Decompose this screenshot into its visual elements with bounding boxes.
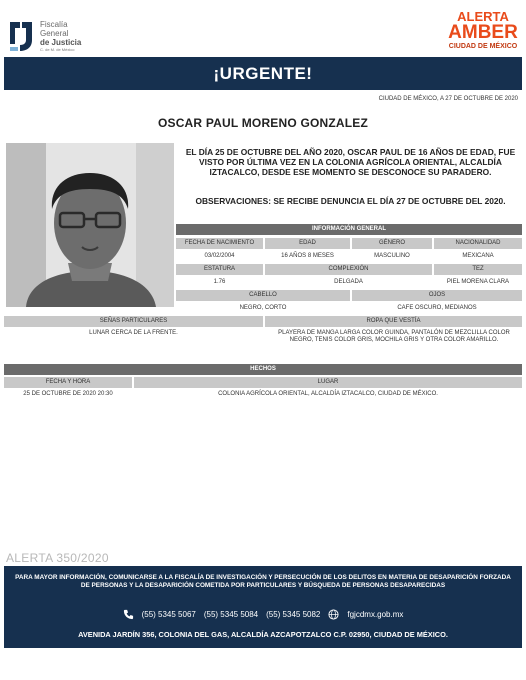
label-clothes: ROPA QUE VESTÍA xyxy=(265,316,522,327)
date-line: CIUDAD DE MÉXICO, A 27 DE OCTUBRE DE 2020 xyxy=(378,96,518,102)
fgj-line1: Fiscalía xyxy=(40,20,68,29)
fgj-emblem-icon xyxy=(6,18,36,54)
value-hair: NEGRO, CORTO xyxy=(239,305,287,311)
value-gender: MASCULINO xyxy=(374,253,410,259)
phone-icon xyxy=(123,609,134,620)
observations: OBSERVACIONES: SE RECIBE DENUNCIA EL DÍA 27 DE OCTUBRE DEL 2020. xyxy=(195,196,506,206)
alert-number: ALERTA 350/2020 xyxy=(6,551,109,565)
value-age: 16 AÑOS 8 MESES xyxy=(281,253,334,259)
value-height: 1.76 xyxy=(213,279,226,285)
footer-info: PARA MAYOR INFORMACIÓN, COMUNICARSE A LA FISCALÍA DE INVESTIGACIÓN Y PERSECUCIÓN DE LOS DELITOS EN MATERIA DE DESAPARICIÓN FORZADA DE PERSONAS Y LA DESAPARICIÓN COMETIDA POR PARTICULARES Y BÚSQUEDA DE PERSONAS DESAPARECIDAS xyxy=(15,574,511,589)
value-nationality: MEXICANA xyxy=(462,253,494,259)
phone-1[interactable]: (55) 5345 5067 xyxy=(141,610,196,619)
footer xyxy=(4,566,522,648)
value-marks: LUNAR CERCA DE LA FRENTE. xyxy=(89,330,178,336)
label-birth: FECHA DE NACIMIENTO xyxy=(176,238,263,249)
value-skin: PIEL MORENA CLARA xyxy=(446,279,510,285)
globe-icon xyxy=(328,609,339,620)
amber-line3: CIUDAD DE MÉXICO xyxy=(448,43,518,50)
value-birth: 03/02/2004 xyxy=(204,253,235,259)
phone-3[interactable]: (55) 5345 5082 xyxy=(266,610,321,619)
label-build: COMPLEXIÓN xyxy=(265,264,432,275)
website-link[interactable]: fgjcdmx.gob.mx xyxy=(347,610,404,619)
label-age: EDAD xyxy=(265,238,350,249)
contact-row xyxy=(4,609,522,620)
fgj-line2: General xyxy=(40,29,69,38)
phone-2[interactable]: (55) 5345 5084 xyxy=(203,610,259,619)
amber-line1: ALERTA xyxy=(457,9,509,24)
footer-address: AVENIDA JARDÍN 356, COLONIA DEL GAS, ALCALDÍA AZCAPOTZALCO C.P. 02950, CIUDAD DE MÉXICO. xyxy=(78,630,448,639)
fgj-text xyxy=(40,20,81,52)
value-clothes: PLAYERA DE MANGA LARGA COLOR GUINDA, PANTALÓN DE MEZCLILLA COLOR NEGRO, TENIS COLOR GRIS, MOCHILA GRIS Y OTRA COLOR AMARILLO. xyxy=(278,330,510,343)
label-datetime: FECHA Y HORA xyxy=(4,377,132,388)
value-eyes: CAFE OSCURO, MEDIANOS xyxy=(397,305,477,311)
label-marks: SEÑAS PARTICULARES xyxy=(4,316,263,327)
info-header: INFORMACIÓN GENERAL xyxy=(176,224,522,235)
fgj-line3: de Justicia xyxy=(40,38,82,47)
facts-header: HECHOS xyxy=(4,364,522,375)
alerta-amber-logo xyxy=(448,10,518,56)
description: EL DÍA 25 DE OCTUBRE DEL AÑO 2020, OSCAR PAUL DE 16 AÑOS DE EDAD, FUE VISTO POR ÚLTIMA VEZ EN LA COLONIA AGRÍCOLA ORIENTAL, ALCALDÍA IZTACALCO, DESDE ESE MOMENTO SE DESCONOCE SU PARADERO. xyxy=(185,147,516,177)
label-eyes: OJOS xyxy=(352,290,522,301)
label-skin: TEZ xyxy=(434,264,522,275)
amber-line2: AMBER xyxy=(448,22,518,43)
person-photo xyxy=(6,143,174,307)
label-gender: GÉNERO xyxy=(352,238,432,249)
value-datetime: 25 DE OCTUBRE DE 2020 20:30 xyxy=(23,391,113,397)
label-hair: CABELLO xyxy=(176,290,350,301)
value-place: COLONIA AGRÍCOLA ORIENTAL, ALCALDÍA IZTACALCO, CIUDAD DE MÉXICO. xyxy=(218,391,438,397)
urgent-banner: ¡URGENTE! xyxy=(4,57,522,90)
value-build: DELGADA xyxy=(334,279,363,285)
label-nationality: NACIONALIDAD xyxy=(434,238,522,249)
person-name: OSCAR PAUL MORENO GONZALEZ xyxy=(157,116,369,130)
fgj-logo xyxy=(6,14,81,58)
label-height: ESTATURA xyxy=(176,264,263,275)
label-place: LUGAR xyxy=(134,377,522,388)
fgj-line4: C. de M. de México xyxy=(40,47,75,52)
